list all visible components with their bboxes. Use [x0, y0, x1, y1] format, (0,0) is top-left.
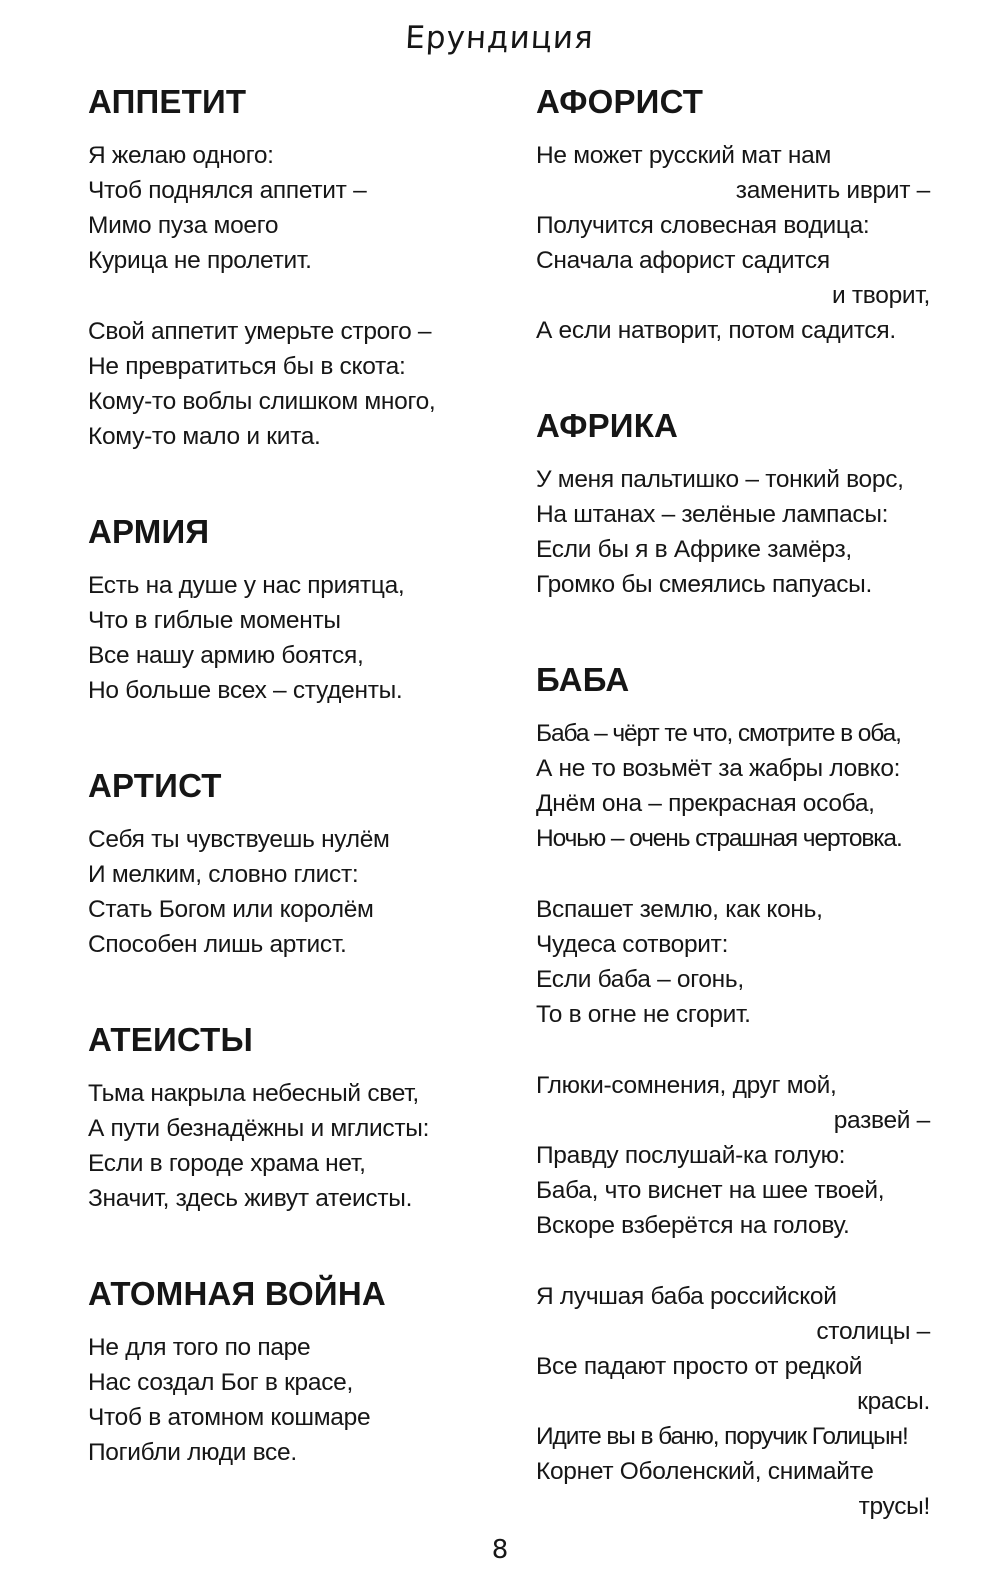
- entry-title: АППЕТИТ: [88, 83, 247, 120]
- poem-line: Погибли люди все.: [88, 1439, 297, 1466]
- stanza: [536, 1279, 930, 1524]
- poem-line: развей –: [833, 1107, 930, 1134]
- stanza: [88, 568, 482, 708]
- poem-line: Я желаю одного:: [88, 142, 274, 169]
- poem-line: столицы –: [816, 1318, 930, 1345]
- poem-line: Сначала афорист садится: [536, 247, 830, 274]
- poem-line: Есть на душе у нас приятца,: [88, 572, 405, 599]
- poem-line: Чтоб в атомном кошмаре: [88, 1404, 371, 1431]
- poem-line: Себя ты чувствуешь нулём: [88, 826, 390, 853]
- poem-line: Все нашу армию боятся,: [88, 642, 364, 669]
- dictionary-entry: [88, 1020, 482, 1216]
- poem-line: Курица не пролетит.: [88, 247, 312, 274]
- poem-line: На штанах – зелёные лампасы:: [536, 501, 889, 528]
- poem-line: Все падают просто от редкой: [536, 1353, 863, 1380]
- poem-line: Баба, что виснет на шее твоей,: [536, 1177, 885, 1204]
- poem-line: Не для того по паре: [88, 1334, 311, 1361]
- dictionary-entry: [88, 82, 482, 454]
- poem-line: Если бы я в Африке замёрз,: [536, 536, 852, 563]
- poem-line: красы.: [857, 1388, 930, 1415]
- dictionary-entry: [88, 1274, 482, 1470]
- poem-line: А если натворит, потом садится.: [536, 317, 896, 344]
- poem-line: Громко бы смеялись папуасы.: [536, 571, 872, 598]
- poem-line: Значит, здесь живут атеисты.: [88, 1185, 413, 1212]
- poem-line: Я лучшая баба российской: [536, 1283, 837, 1310]
- running-head-title: Ерундиция: [404, 20, 595, 56]
- poem-line: Правду послушай-ка голую:: [536, 1142, 846, 1169]
- stanza: [88, 822, 482, 962]
- poem-line: заменить иврит –: [735, 177, 930, 204]
- poem-line: Ночью – очень страшная чертовка.: [536, 825, 902, 852]
- poem-line: Глюки-сомнения, друг мой,: [536, 1072, 837, 1099]
- right-column: [536, 82, 930, 1524]
- stanza: [536, 716, 930, 856]
- stanza: [536, 462, 930, 602]
- dictionary-entry: [536, 660, 930, 1524]
- entry-title: АРТИСТ: [88, 767, 222, 804]
- stanza: [536, 892, 930, 1032]
- poem-line: Нас создал Бог в красе,: [88, 1369, 353, 1396]
- poem-line: Если баба – огонь,: [536, 966, 744, 993]
- poem-line: Но больше всех – студенты.: [88, 677, 403, 704]
- poem-line: Корнет Оболенский, снимайте: [536, 1458, 874, 1485]
- poem-line: Вспашет землю, как конь,: [536, 896, 823, 923]
- poem-line: Не может русский мат нам: [536, 142, 832, 169]
- dictionary-entry: [88, 512, 482, 708]
- dictionary-entry: [536, 82, 930, 348]
- entry-title: АТОМНАЯ ВОЙНА: [88, 1275, 386, 1312]
- poem-line: Стать Богом или королём: [88, 896, 374, 923]
- poem-line: Способен лишь артист.: [88, 931, 347, 958]
- poem-line: Днём она – прекрасная особа,: [536, 790, 875, 817]
- poem-line: А не то возьмёт за жабры ловко:: [536, 755, 901, 782]
- stanza: [88, 314, 482, 454]
- poem-line: Чтоб поднялся аппетит –: [88, 177, 367, 204]
- page-number: 8: [491, 1535, 509, 1565]
- poem-line: Если в городе храма нет,: [88, 1150, 366, 1177]
- poem-line: Кому-то воблы слишком много,: [88, 388, 436, 415]
- dictionary-entry: [88, 766, 482, 962]
- stanza: [88, 138, 482, 278]
- stanza: [88, 1076, 482, 1216]
- entry-title: АФОРИСТ: [536, 83, 704, 120]
- entry-title: БАБА: [536, 661, 630, 698]
- poem-line: Кому-то мало и кита.: [88, 423, 321, 450]
- text-columns: [0, 82, 1000, 1524]
- stanza: [88, 1330, 482, 1470]
- poem-line: У меня пальтишко – тонкий ворс,: [536, 466, 904, 493]
- poem-line: трусы!: [858, 1493, 930, 1520]
- left-column: [88, 82, 482, 1524]
- poem-line: То в огне не сгорит.: [536, 1001, 751, 1028]
- poem-line: Чудеса сотворит:: [536, 931, 729, 958]
- poem-line: и творит,: [831, 282, 930, 309]
- entry-title: АФРИКА: [536, 407, 679, 444]
- stanza: [536, 138, 930, 348]
- poem-line: Получится словесная водица:: [536, 212, 870, 239]
- entry-title: АРМИЯ: [88, 513, 210, 550]
- poem-line: Не превратиться бы в скота:: [88, 353, 406, 380]
- poem-line: И мелким, словно глист:: [88, 861, 359, 888]
- poem-line: Свой аппетит умерьте строго –: [88, 318, 432, 345]
- poem-line: Баба – чёрт те что, смотрите в оба,: [536, 720, 901, 747]
- poem-line: Идите вы в баню, поручик Голицын!: [536, 1423, 908, 1450]
- stanza: [536, 1068, 930, 1243]
- poem-line: Что в гиблые моменты: [88, 607, 341, 634]
- poem-line: Мимо пуза моего: [88, 212, 279, 239]
- entry-title: АТЕИСТЫ: [88, 1021, 253, 1058]
- poem-line: А пути безнадёжны и мглисты:: [88, 1115, 430, 1142]
- poem-line: Тьма накрыла небесный свет,: [88, 1080, 419, 1107]
- poem-line: Вскоре взберётся на голову.: [536, 1212, 850, 1239]
- dictionary-entry: [536, 406, 930, 602]
